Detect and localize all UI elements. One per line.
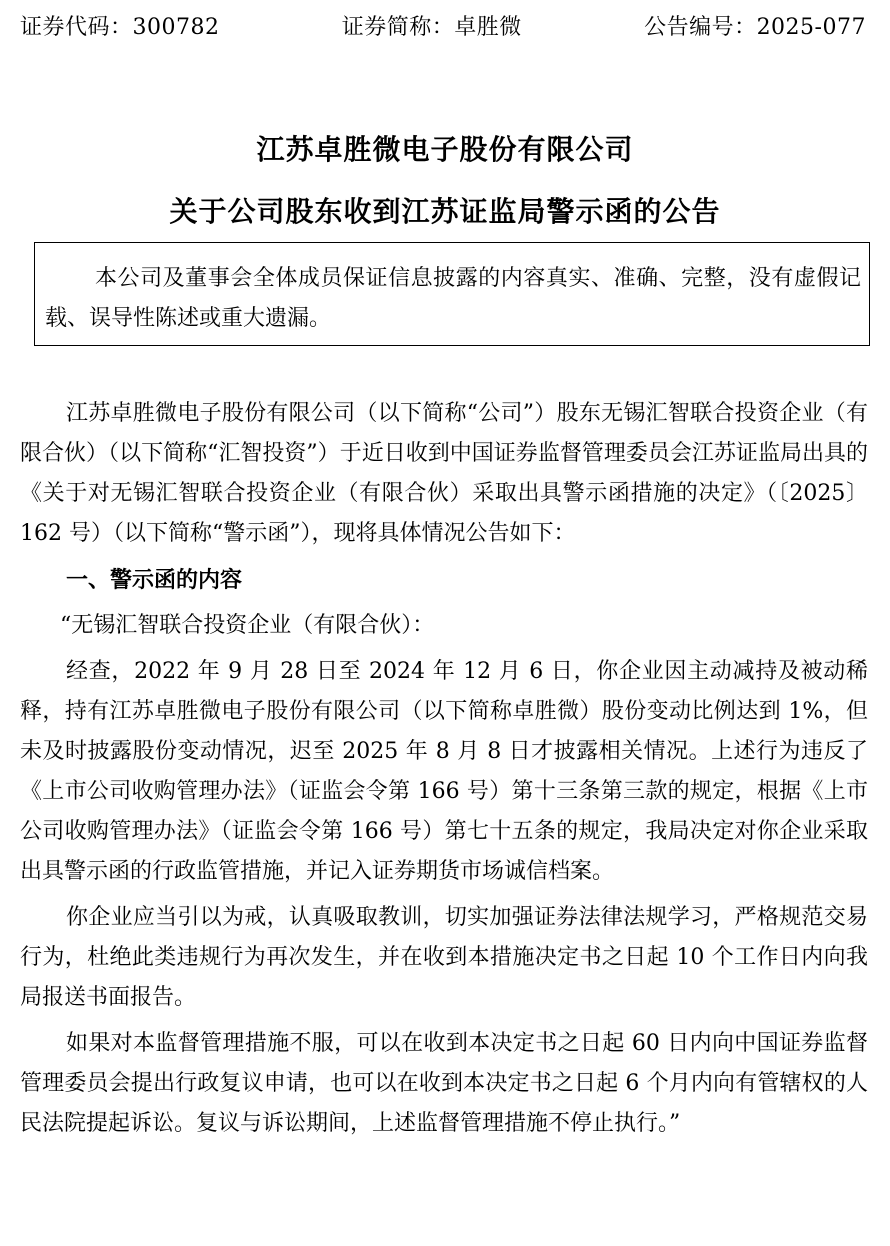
section-heading-warning-letter-content: 一、警示函的内容 xyxy=(66,567,243,593)
document-header xyxy=(20,8,866,42)
intro-paragraph: 江苏卓胜微电子股份有限公司（以下简称“公司”）股东无锡汇智联合投资企业（有限合伙）（以下简称“汇智投资”）于近日收到中国证券监督管理委员会江苏证监局出具的《关于对无锡汇智联合投资企业（有限合伙）采取出具警示函措施的决定》（〔2025〕162 号）（以下简称“警示函”），现将具体情况公告如下： xyxy=(20,401,868,546)
notice-number: 公告编号：2025-077 xyxy=(644,14,866,40)
letter-paragraph-appeal-rights: 如果对本监督管理措施不服，可以在收到本决定书之日起 60 日内向中国证券监督管理委员会提出行政复议申请，也可以在收到本决定书之日起 6 个月内向有管辖权的人民法院提起诉讼。复议与诉讼期间，上述监督管理措施不停止执行。” xyxy=(20,1031,868,1136)
notice-body xyxy=(20,394,868,1150)
letter-paragraph-requirements: 你企业应当引以为戒，认真吸取教训，切实加强证券法律法规学习，严格规范交易行为，杜绝此类违规行为再次发生，并在收到本措施决定书之日起 10 个工作日内向我局报送书面报告。 xyxy=(20,905,868,1010)
notice-title: 关于公司股东收到江苏证监局警示函的公告 xyxy=(169,195,721,228)
stock-code: 证券代码：300782 xyxy=(20,14,220,40)
letter-paragraph-findings: 经查，2022 年 9 月 28 日至 2024 年 12 月 6 日，你企业因主动减持及被动稀释，持有江苏卓胜微电子股份有限公司（以下简称卓胜微）股份变动比例达到 1%，但未及时披露股份变动情况，迟至 2025 年 8 月 8 日才披露相关情况。上述行为违反了《上市公司收购管理办法》（证监会令第 166 号）第十三条第三款的规定，根据《上市公司收购管理办法》（证监会令第 166 号）第七十五条的规定，我局决定对你企业采取出具警示函的行政监管措施，并记入证券期货市场诚信档案。 xyxy=(20,659,868,884)
letter-salutation: “无锡汇智联合投资企业（有限合伙）： xyxy=(60,613,435,638)
company-title: 江苏卓胜微电子股份有限公司 xyxy=(256,133,634,166)
stock-abbreviation: 证券简称：卓胜微 xyxy=(341,14,522,40)
board-statement-box: 本公司及董事会全体成员保证信息披露的内容真实、准确、完整，没有虚假记载、误导性陈述或重大遗漏。 xyxy=(34,242,870,346)
